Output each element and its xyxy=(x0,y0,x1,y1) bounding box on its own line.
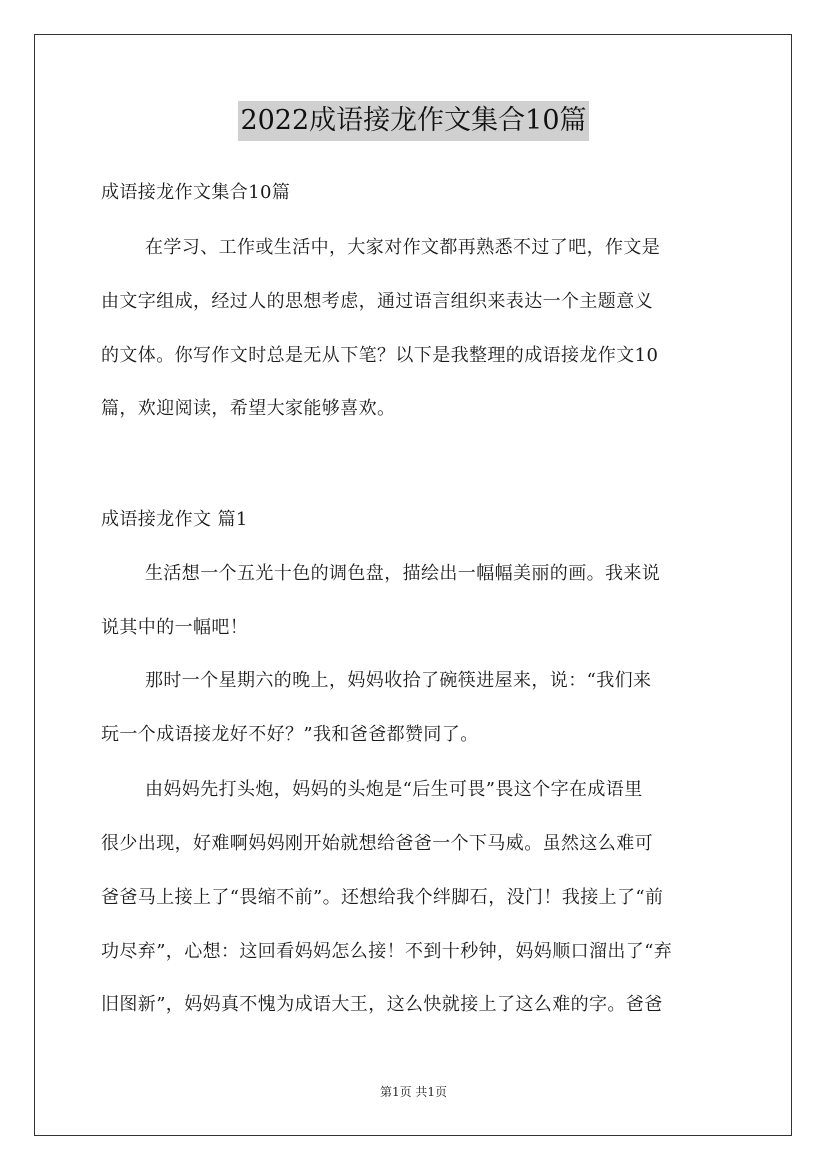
body-line: 玩一个成语接龙好不好？”我和爸爸都赞同了。 xyxy=(101,724,479,745)
body-line: 功尽弃”，心想：这回看妈妈怎么接！不到十秒钟，妈妈顺口溜出了“弃 xyxy=(101,941,673,962)
intro-line: 在学习、工作或生活中，大家对作文都再熟悉不过了吧，作文是 xyxy=(145,237,661,258)
body-line: 很少出现，好难啊妈妈刚开始就想给爸爸一个下马威。虽然这么难可 xyxy=(101,833,653,854)
body-line: 旧图新”，妈妈真不愧为成语大王，这么快就接上了这么难的字。爸爸 xyxy=(101,994,663,1015)
document-title: 2022成语接龙作文集合10篇 xyxy=(238,101,588,141)
title-container xyxy=(0,101,827,141)
section-heading: 成语接龙作文 篇1 xyxy=(101,509,248,530)
body-line: 说其中的一幅吧！ xyxy=(101,617,249,638)
page-footer: 第1页 共1页 xyxy=(379,1085,448,1099)
body-line: 生活想一个五光十色的调色盘，描绘出一幅幅美丽的画。我来说 xyxy=(145,563,661,584)
body-line: 爸爸马上接上了“畏缩不前”。还想给我个绊脚石，没门！我接上了“前 xyxy=(101,887,664,908)
intro-line: 的文体。你写作文时总是无从下笔？以下是我整理的成语接龙作文10 xyxy=(101,345,659,366)
document-subtitle: 成语接龙作文集合10篇 xyxy=(101,182,291,203)
body-line: 那时一个星期六的晚上，妈妈收拾了碗筷进屋来，说：“我们来 xyxy=(145,670,652,691)
intro-line: 由文字组成，经过人的思想考虑，通过语言组织来表达一个主题意义 xyxy=(101,291,653,312)
intro-line: 篇，欢迎阅读，希望大家能够喜欢。 xyxy=(101,398,396,419)
body-line: 由妈妈先打头炮，妈妈的头炮是“后生可畏”畏这个字在成语里 xyxy=(145,779,643,800)
